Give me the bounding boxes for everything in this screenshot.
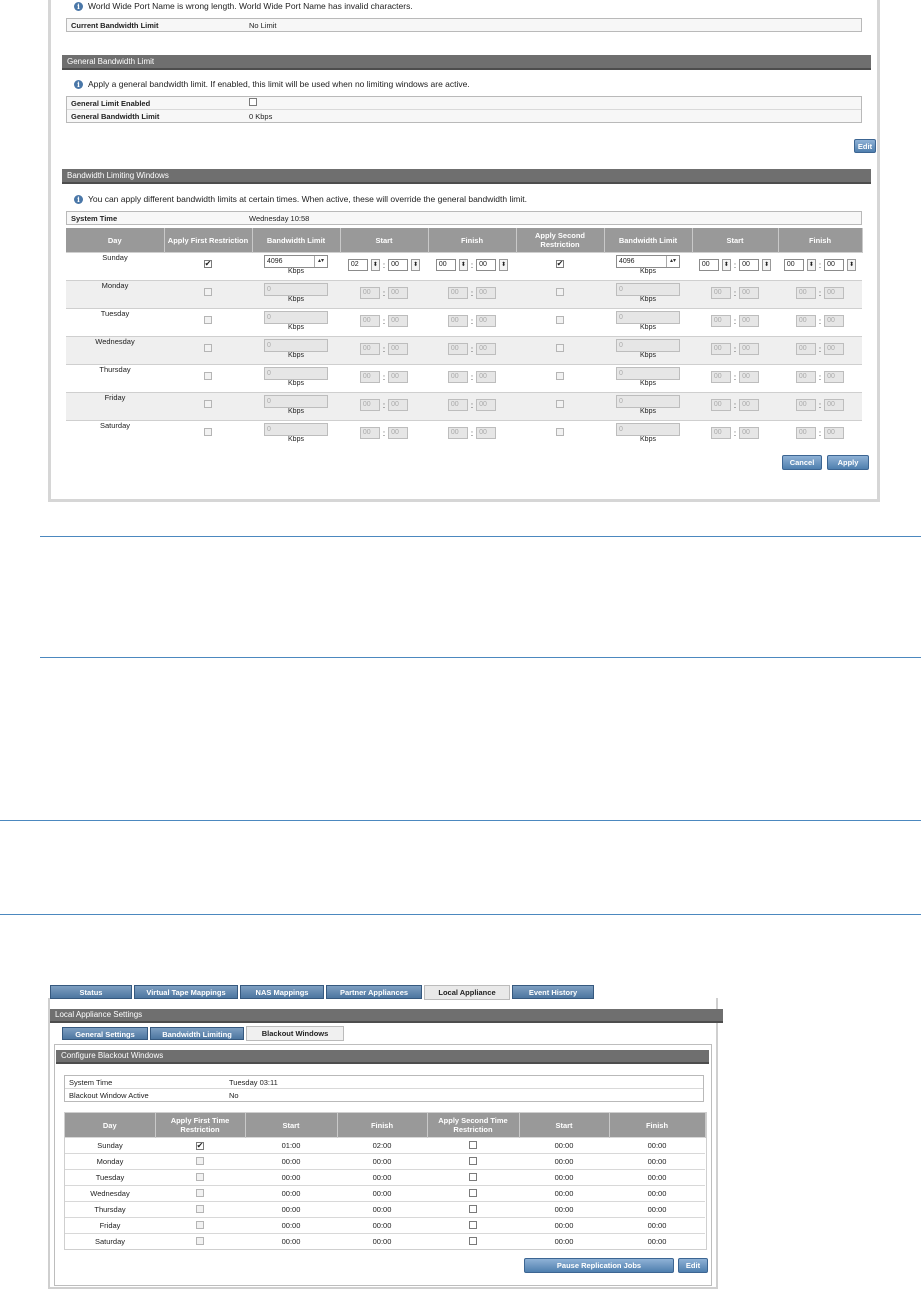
bandwidth-input[interactable]: 0 [264,395,328,408]
bandwidth-limit-1 [264,255,328,276]
apply-first-checkbox[interactable] [196,1173,204,1181]
col-finish1: Finish [428,228,516,253]
day-cell: Tuesday [66,309,164,337]
general-info-line [74,78,470,90]
apply-first-checkbox[interactable] [196,1157,204,1165]
unit-label: Kbps [288,436,304,443]
blackout-active-label: Blackout Window Active [69,1090,149,1100]
subtab-blackout-windows[interactable]: Blackout Windows [246,1026,344,1041]
info-icon: i [74,195,83,204]
unit-label: Kbps [288,296,304,303]
hour-field[interactable]: 00 [711,287,731,299]
unit-label: Kbps [640,380,656,387]
current-limit-label: Current Bandwidth Limit [71,20,159,30]
general-enabled-label: General Limit Enabled [71,98,151,108]
hour-field[interactable]: 00 [796,315,816,327]
table-row [65,1186,705,1202]
day-cell: Wednesday [65,1186,155,1202]
current-limit-box [66,18,862,32]
edit-general-button[interactable]: Edit [854,139,876,153]
day-cell: Wednesday [66,337,164,365]
bandwidth-limit-1 [264,311,328,332]
minute-field[interactable]: 00 [824,287,844,299]
minute-field[interactable]: 00 [388,287,408,299]
unit-label: Kbps [288,352,304,359]
bandwidth-limit-2 [616,311,680,332]
table-row [66,281,862,309]
apply-second-checkbox[interactable] [469,1237,477,1245]
hour-field[interactable]: 00 [699,259,719,271]
bandwidth-limit-2 [616,395,680,416]
bandwidth-limit-1 [264,367,328,388]
finish-1-time: 00 : 00 [448,371,496,383]
finish-1-cell: 00:00 [337,1202,427,1218]
finish-1-cell: 00:00 [337,1154,427,1170]
bandwidth-input[interactable]: 4096 ▴▾ [616,255,680,268]
finish-2-time: 00 : 00 [796,343,844,355]
spinner-arrows-icon[interactable]: ▴▾ [666,256,679,267]
apply-first-checkbox[interactable] [196,1237,204,1245]
finish-1-cell: 00:00 [337,1170,427,1186]
finish-2-cell: 00:00 [609,1202,705,1218]
edit-blackout-button[interactable]: Edit [678,1258,708,1273]
minute-field[interactable]: 00 [388,315,408,327]
finish-2-time: 00 : 00 [796,427,844,439]
bandwidth-input[interactable]: 4096 ▴▾ [264,255,328,268]
bandwidth-input[interactable]: 0 [264,283,328,296]
spinner-arrows-icon[interactable]: ⬍ [459,259,468,271]
apply-second-checkbox[interactable] [556,428,564,436]
minute-field[interactable]: 00 [388,399,408,411]
current-limit-row [67,19,861,31]
info-icon: i [74,2,83,11]
minute-field[interactable]: 00 [476,371,496,383]
apply-second-checkbox[interactable]: ✔ [556,259,564,268]
minute-field[interactable]: 00 [388,427,408,439]
minute-field[interactable]: 00 [476,287,496,299]
hour-field[interactable]: 00 [448,427,468,439]
finish-2-cell: 00:00 [609,1234,705,1250]
day-cell: Saturday [66,421,164,449]
hour-field[interactable]: 00 [360,427,380,439]
finish-1-time: 00 : 00 [448,399,496,411]
warning-text: World Wide Port Name is wrong length. World Wide Port Name has invalid characters. [88,1,413,11]
hour-field[interactable]: 00 [796,287,816,299]
bandwidth-input[interactable]: 0 [616,423,680,436]
hour-field[interactable]: 00 [796,427,816,439]
finish-1-time: 00 ⬍ : 00 ⬍ [436,259,508,271]
divider-line [40,657,921,658]
apply-second-checkbox[interactable] [556,372,564,380]
minute-field[interactable]: 00 [739,287,759,299]
start-1-cell: 00:00 [245,1186,337,1202]
minute-field[interactable]: 00 [388,259,408,271]
hour-field[interactable]: 00 [448,371,468,383]
blackout-active-value: No [229,1090,239,1100]
hour-field[interactable]: 00 [796,371,816,383]
general-enabled-row [67,97,861,110]
table-row [65,1170,705,1186]
subtab-bandwidth-limiting[interactable]: Bandwidth Limiting [150,1027,244,1040]
table-row [66,393,862,421]
spinner-arrows-icon[interactable]: ▴▾ [314,256,327,267]
unit-label: Kbps [640,408,656,415]
hour-field[interactable]: 00 [360,399,380,411]
hour-field[interactable]: 00 [360,343,380,355]
minute-field[interactable]: 00 [476,399,496,411]
apply-first-checkbox[interactable] [196,1189,204,1197]
minute-field[interactable]: 00 [388,371,408,383]
start-1-cell: 00:00 [245,1234,337,1250]
minute-field[interactable]: 00 [739,343,759,355]
start-1-time: 00 : 00 [360,427,408,439]
general-info-text: Apply a general bandwidth limit. If enabled, this limit will be used when no limiting windows are active. [88,79,470,89]
finish-1-time: 00 : 00 [448,287,496,299]
finish-1-cell: 00:00 [337,1218,427,1234]
bandwidth-input[interactable]: 0 [616,367,680,380]
day-cell: Monday [65,1154,155,1170]
hour-field[interactable]: 00 [796,343,816,355]
table-row [66,253,862,281]
table-row [65,1218,705,1234]
hour-field[interactable]: 00 [711,315,731,327]
start-1-time: 00 : 00 [360,371,408,383]
start-2-time: 00 ⬍ : 00 ⬍ [699,259,771,271]
minute-field[interactable]: 00 [739,427,759,439]
pause-replication-button[interactable]: Pause Replication Jobs [524,1258,674,1273]
tab-local-appliance[interactable]: Local Appliance [424,985,510,1000]
col-apply-first: Apply First Restriction [164,228,252,253]
finish-2-cell: 00:00 [609,1154,705,1170]
minute-field[interactable]: 00 [476,343,496,355]
tab-partner-appliances[interactable]: Partner Appliances [326,985,422,999]
table-row [66,337,862,365]
finish-1-cell: 00:00 [337,1234,427,1250]
day-cell: Friday [66,393,164,421]
general-enabled-checkbox[interactable] [249,98,257,106]
bandwidth-limit-2 [616,367,680,388]
start-1-cell: 00:00 [245,1218,337,1234]
bandwidth-windows-table-wrap [66,228,863,448]
tab-nas-mappings[interactable]: NAS Mappings [240,985,324,999]
bo-col-apply-second: Apply Second Time Restriction [427,1113,519,1138]
finish-2-time: 00 : 00 [796,287,844,299]
hour-field[interactable]: 00 [711,427,731,439]
day-cell: Thursday [65,1202,155,1218]
apply-second-checkbox[interactable] [469,1189,477,1197]
finish-2-cell: 00:00 [609,1170,705,1186]
start-1-cell: 00:00 [245,1170,337,1186]
start-2-cell: 00:00 [519,1154,609,1170]
table-row [65,1138,705,1154]
bandwidth-input[interactable]: 0 [616,311,680,324]
bandwidth-limit-2 [616,255,680,276]
col-start1: Start [340,228,428,253]
blackout-active-row [65,1089,703,1101]
day-cell: Monday [66,281,164,309]
hour-field[interactable]: 00 [711,399,731,411]
hour-field[interactable]: 00 [796,399,816,411]
apply-second-checkbox[interactable] [556,344,564,352]
spinner-arrows-icon[interactable]: ⬍ [847,259,856,271]
apply-first-checkbox[interactable] [196,1205,204,1213]
bandwidth-limit-2 [616,283,680,304]
start-2-time: 00 : 00 [711,287,759,299]
start-2-cell: 00:00 [519,1186,609,1202]
apply-second-checkbox[interactable] [469,1173,477,1181]
finish-1-cell: 02:00 [337,1138,427,1154]
bo-col-start2: Start [519,1113,609,1138]
blackout-info-box [64,1075,704,1102]
system-time-value: Wednesday 10:58 [249,213,310,223]
day-cell: Friday [65,1218,155,1234]
general-section-header: General Bandwidth Limit [62,55,871,70]
start-2-cell: 00:00 [519,1170,609,1186]
unit-label: Kbps [640,268,656,275]
apply-second-checkbox[interactable] [469,1157,477,1165]
table-row [65,1234,705,1250]
apply-first-checkbox[interactable] [204,400,212,408]
apply-second-checkbox[interactable] [556,288,564,296]
start-1-time: 00 : 00 [360,315,408,327]
start-2-time: 00 : 00 [711,343,759,355]
hour-field[interactable]: 02 [348,259,368,271]
minute-field[interactable]: 00 [824,259,844,271]
apply-first-checkbox[interactable] [204,344,212,352]
start-1-cell: 00:00 [245,1202,337,1218]
finish-2-time: 00 : 00 [796,371,844,383]
col-apply-second: Apply Second Restriction [516,228,604,253]
bandwidth-limit-1 [264,423,328,444]
finish-1-time: 00 : 00 [448,315,496,327]
unit-label: Kbps [640,324,656,331]
start-2-time: 00 : 00 [711,427,759,439]
current-limit-value: No Limit [249,20,277,30]
hour-field[interactable]: 00 [436,259,456,271]
finish-1-cell: 00:00 [337,1186,427,1202]
spinner-arrows-icon[interactable]: ⬍ [722,259,731,271]
minute-field[interactable]: 00 [476,427,496,439]
unit-label: Kbps [288,324,304,331]
table-row [66,421,862,449]
local-appliance-settings-header: Local Appliance Settings [50,1009,723,1023]
bandwidth-windows-table [66,228,863,448]
apply-second-checkbox[interactable] [469,1141,477,1149]
bo-col-start1: Start [245,1113,337,1138]
unit-label: Kbps [288,268,304,275]
unit-label: Kbps [288,408,304,415]
day-cell: Tuesday [65,1170,155,1186]
finish-2-time: 00 : 00 [796,399,844,411]
bandwidth-input[interactable]: 0 [264,311,328,324]
col-bw1: Bandwidth Limit [252,228,340,253]
day-cell: Thursday [66,365,164,393]
apply-first-checkbox[interactable] [204,316,212,324]
table-row [65,1202,705,1218]
bandwidth-input[interactable]: 0 [264,423,328,436]
hour-field[interactable]: 00 [360,315,380,327]
bandwidth-input[interactable]: 0 [264,339,328,352]
apply-button[interactable]: Apply [827,455,869,470]
unit-label: Kbps [640,296,656,303]
windows-info-line [74,193,527,205]
apply-first-checkbox[interactable]: ✔ [204,259,212,268]
finish-2-cell: 00:00 [609,1138,705,1154]
tab-event-history[interactable]: Event History [512,985,594,999]
start-1-cell: 01:00 [245,1138,337,1154]
hour-field[interactable]: 00 [784,259,804,271]
bandwidth-limit-1 [264,395,328,416]
start-1-time: 00 : 00 [360,399,408,411]
blackout-system-time-value: Tuesday 03:11 [229,1077,278,1087]
unit-label: Kbps [640,436,656,443]
col-start2: Start [692,228,778,253]
bandwidth-input[interactable]: 0 [264,367,328,380]
main-tabs [50,985,594,999]
hour-field[interactable]: 00 [448,287,468,299]
start-1-time: 00 : 00 [360,287,408,299]
day-cell: Sunday [66,253,164,281]
finish-2-time: 00 : 00 [796,315,844,327]
finish-2-cell: 00:00 [609,1218,705,1234]
configure-blackout-header: Configure Blackout Windows [56,1050,709,1064]
minute-field[interactable]: 00 [739,399,759,411]
bo-col-finish2: Finish [609,1113,705,1138]
general-limit-value: 0 Kbps [249,111,273,121]
spinner-arrows-icon[interactable]: ⬍ [371,259,380,271]
blackout-table-wrap [64,1112,707,1250]
divider-line [0,914,921,915]
start-2-time: 00 : 00 [711,371,759,383]
bo-col-finish1: Finish [337,1113,427,1138]
apply-first-checkbox[interactable] [204,372,212,380]
col-day: Day [66,228,164,253]
bandwidth-input[interactable]: 0 [616,283,680,296]
spinner-arrows-icon[interactable]: ⬍ [499,259,508,271]
system-time-label: System Time [71,213,118,223]
hour-field[interactable]: 00 [448,399,468,411]
warning-line [74,0,413,12]
bandwidth-input[interactable]: 0 [616,339,680,352]
unit-label: Kbps [288,380,304,387]
general-settings-box [66,96,862,123]
table-row [66,309,862,337]
hour-field[interactable]: 00 [360,371,380,383]
minute-field[interactable]: 00 [824,399,844,411]
table-row [66,365,862,393]
minute-field[interactable]: 00 [739,315,759,327]
windows-info-text: You can apply different bandwidth limits at certain times. When active, these will override the general bandwidth limit. [88,194,527,204]
table-header-row [66,228,862,253]
bandwidth-limit-1 [264,339,328,360]
minute-field[interactable]: 00 [476,259,496,271]
bandwidth-limit-2 [616,339,680,360]
spinner-arrows-icon[interactable]: ⬍ [762,259,771,271]
general-limit-label: General Bandwidth Limit [71,111,160,121]
minute-field[interactable]: 00 [739,371,759,383]
apply-second-checkbox[interactable] [469,1205,477,1213]
divider-line [40,536,921,537]
col-bw2: Bandwidth Limit [604,228,692,253]
blackout-header-row [65,1113,705,1138]
bo-col-apply-first: Apply First Time Restriction [155,1113,245,1138]
day-cell: Saturday [65,1234,155,1250]
finish-2-time: 00 ⬍ : 00 ⬍ [784,259,856,271]
start-2-time: 00 : 00 [711,399,759,411]
hour-field[interactable]: 00 [448,343,468,355]
bandwidth-limit-1 [264,283,328,304]
windows-section-header: Bandwidth Limiting Windows [62,169,871,184]
minute-field[interactable]: 00 [739,259,759,271]
minute-field[interactable]: 00 [824,371,844,383]
info-icon: i [74,80,83,89]
spinner-arrows-icon[interactable]: ⬍ [807,259,816,271]
hour-field[interactable]: 00 [448,315,468,327]
system-time-box [66,211,862,225]
apply-first-checkbox[interactable] [204,428,212,436]
start-1-time: 02 ⬍ : 00 ⬍ [348,259,420,271]
apply-first-checkbox[interactable]: ✔ [196,1141,204,1150]
minute-field[interactable]: 00 [824,427,844,439]
col-finish2: Finish [778,228,862,253]
start-2-cell: 00:00 [519,1218,609,1234]
apply-second-checkbox[interactable] [556,400,564,408]
hour-field[interactable]: 00 [360,287,380,299]
day-cell: Sunday [65,1138,155,1154]
hour-field[interactable]: 00 [711,343,731,355]
apply-first-checkbox[interactable] [204,288,212,296]
table-row [65,1154,705,1170]
system-time-row [67,212,861,224]
divider-line [0,820,921,821]
bandwidth-limit-2 [616,423,680,444]
minute-field[interactable]: 00 [388,343,408,355]
blackout-table [65,1113,706,1249]
spinner-arrows-icon[interactable]: ⬍ [411,259,420,271]
minute-field[interactable]: 00 [824,343,844,355]
finish-2-cell: 00:00 [609,1186,705,1202]
unit-label: Kbps [640,352,656,359]
general-limit-row [67,110,861,122]
hour-field[interactable]: 00 [711,371,731,383]
start-1-cell: 00:00 [245,1154,337,1170]
start-2-cell: 00:00 [519,1202,609,1218]
apply-first-checkbox[interactable] [196,1221,204,1229]
blackout-system-time-row [65,1076,703,1089]
bandwidth-input[interactable]: 0 [616,395,680,408]
apply-second-checkbox[interactable] [469,1221,477,1229]
minute-field[interactable]: 00 [476,315,496,327]
tab-virtual-tape-mappings[interactable]: Virtual Tape Mappings [134,985,238,999]
blackout-system-time-label: System Time [69,1077,113,1087]
start-2-cell: 00:00 [519,1234,609,1250]
finish-1-time: 00 : 00 [448,343,496,355]
cancel-button[interactable]: Cancel [782,455,822,470]
apply-second-checkbox[interactable] [556,316,564,324]
minute-field[interactable]: 00 [824,315,844,327]
finish-1-time: 00 : 00 [448,427,496,439]
subtab-general-settings[interactable]: General Settings [62,1027,148,1040]
start-1-time: 00 : 00 [360,343,408,355]
tab-status[interactable]: Status [50,985,132,999]
start-2-time: 00 : 00 [711,315,759,327]
bo-col-day: Day [65,1113,155,1138]
start-2-cell: 00:00 [519,1138,609,1154]
